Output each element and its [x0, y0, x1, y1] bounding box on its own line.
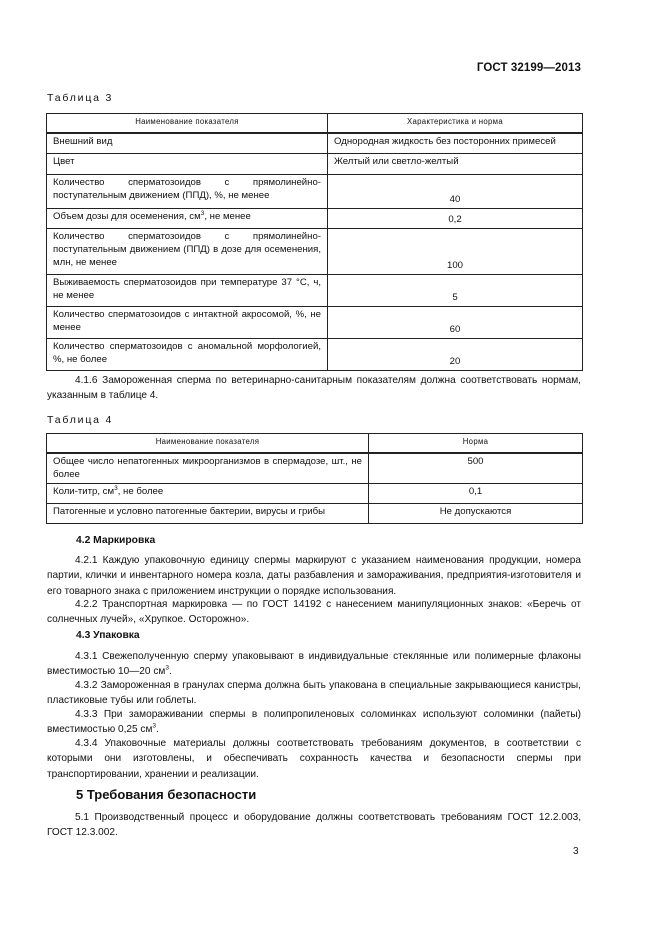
table4-row-value: Не допускаются — [369, 504, 583, 524]
table-row — [47, 307, 583, 339]
table3-row-name: Выживаемость сперматозоидов при температуре 37 °С, ч, не менее — [47, 275, 328, 307]
page-number: 3 — [573, 846, 579, 857]
table3-row-name: Количество сперматозоидов с интактной акросомой, %, не менее — [47, 307, 328, 339]
table3-row-name: Количество сперматозоидов с аномальной морфологией, %, не более — [47, 339, 328, 371]
paragraph-4-3-1: 4.3.1 Свежеполученную сперму упаковывают в индивидуальные стеклянные или полимерные флаконы вместимостью 10—20 $см^3$. — [47, 651, 581, 678]
paragraph-4-3-4: 4.3.4 Упаковочные материалы должны соответствовать требованиям документов, в соответствии с которыми они изготовлены, и обеспечивать сохранность качества и безопасности спермы при транспортировании, хранении и реализации. — [47, 738, 581, 780]
table3-col-value-header: Характеристика и норма — [328, 114, 583, 133]
paragraph-4-3-3: 4.3.3 При замораживании спермы в полипропиленовых соломинках используют соломинки (пайеты) вместимостью 0,25 $см^3$. — [47, 709, 581, 736]
section-5-heading: 5 Требования безопасности — [76, 787, 257, 802]
table3-row-value: Желтый или светло-желтый — [328, 154, 583, 175]
table3-row-value: 20 — [328, 339, 583, 371]
table-row — [47, 453, 583, 484]
section-4-3-heading: 4.3 Упаковка — [76, 630, 140, 641]
table-row — [47, 154, 583, 175]
table-row — [47, 339, 583, 371]
paragraph-4-2-2: 4.2.2 Транспортная маркировка — по ГОСТ 14192 с нанесением манипуляционных знаков: «Беречь от солнечных лучей», «Хрупкое. Осторожно». — [47, 599, 581, 626]
table3-caption: Таблица 3 — [47, 92, 114, 104]
table3-row-value: 40 — [328, 175, 583, 209]
table3-row-value: Однородная жидкость без посторонних примесей — [328, 133, 583, 154]
table4-col-name-header: Наименование показателя — [47, 434, 369, 453]
paragraph-4-3-2: 4.3.2 Замороженная в гранулах сперма должна быть упакована в специальные закрывающиеся канистры, пластиковые тубы или гоблеты. — [47, 680, 581, 707]
table-row — [47, 504, 583, 524]
document-standard-number: ГОСТ 32199—2013 — [476, 62, 581, 74]
table4 — [46, 433, 583, 524]
table3-row-value: 60 — [328, 307, 583, 339]
table4-caption: Таблица 4 — [47, 414, 114, 426]
table4-row-name: Патогенные и условно патогенные бактерии, вирусы и грибы — [47, 504, 369, 524]
table3-row-name: Внешний вид — [47, 133, 328, 154]
table3-row-name: Объем дозы для осеменения, $см^3$, не менее — [47, 209, 328, 229]
table3-row-name: Количество сперматозоидов с прямолинейно-поступательным движением (ППД), %, не менее — [47, 175, 328, 209]
table3-row-value: 5 — [328, 275, 583, 307]
table4-row-name: Общее число непатогенных микроорганизмов в спермадозе, шт., не более — [47, 453, 369, 484]
section-4-2-heading: 4.2 Маркировка — [76, 535, 156, 546]
table3-row-name: Цвет — [47, 154, 328, 175]
table-row — [47, 275, 583, 307]
table3 — [46, 113, 583, 371]
paragraph-4-2-1: 4.2.1 Каждую упаковочную единицу спермы маркируют с указанием наименования продукции, номера партии, клички и инвентарного номера козла, даты разбавления и замораживания, предприятия-изготовителя и его товарного знака с приложением инструкции о порядке использования. — [47, 555, 581, 597]
table3-col-name-header: Наименование показателя — [47, 114, 328, 133]
table3-row-name: Количество сперматозоидов с прямолинейно-поступательным движением (ППД) в дозе для осеменения, млн, не менее — [47, 229, 328, 275]
table-row — [47, 133, 583, 154]
paragraph-4-1-6: 4.1.6 Замороженная сперма по ветеринарно-санитарным показателям должна соответствовать нормам, указанным в таблице 4. — [47, 375, 581, 402]
table3-header-row — [47, 114, 583, 133]
table4-row-value: 0,1 — [369, 484, 583, 504]
table4-header-row — [47, 434, 583, 453]
table-row — [47, 175, 583, 209]
table3-row-value: 100 — [328, 229, 583, 275]
table4-row-name: Коли-титр, $см^3$, не более — [47, 484, 369, 504]
paragraph-5-1: 5.1 Производственный процесс и оборудование должны соответствовать требованиям ГОСТ 12.2.003, ГОСТ 12.3.002. — [47, 812, 581, 839]
table-row — [47, 229, 583, 275]
table4-col-value-header: Норма — [369, 434, 583, 453]
table4-row-value: 500 — [369, 453, 583, 484]
table-row — [47, 209, 583, 229]
table3-row-value: 0,2 — [328, 209, 583, 229]
table-row — [47, 484, 583, 504]
